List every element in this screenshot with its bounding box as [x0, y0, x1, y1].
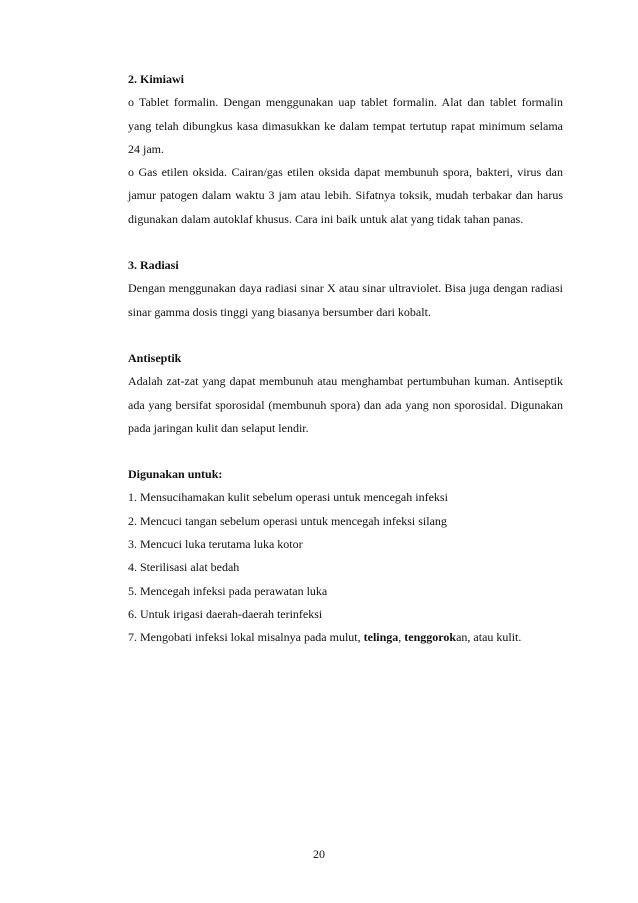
list-item: 2. Mencuci tangan sebelum operasi untuk mencegah infeksi silang: [128, 513, 447, 528]
uses-list: [128, 486, 563, 649]
list-item-text: 7. Mengobati infeksi lokal misalnya pada mulut,: [128, 630, 364, 645]
spacer: [128, 231, 563, 254]
list-item-text: an, atau kulit.: [456, 630, 522, 645]
list-item: 6. Untuk irigasi daerah-daerah terinfeksi: [128, 606, 323, 621]
section-heading-kimiawi: 2. Kimiawi: [128, 72, 184, 86]
list-item-text: ,: [398, 630, 405, 645]
list-item: 4. Sterilisasi alat bedah: [128, 560, 240, 575]
paragraph-radiasi: Dengan menggunakan daya radiasi sinar X atau sinar ultraviolet. Bisa juga dengan radiasi sinar gamma dosis tinggi yang biasanya bersumber dari kobalt.: [128, 281, 563, 319]
spacer: [128, 324, 563, 347]
list-item: [128, 626, 563, 649]
list-item: 3. Mencuci luka terutama luka kotor: [128, 537, 303, 552]
list-item: 5. Mencegah infeksi pada perawatan luka: [128, 583, 328, 598]
spacer: [128, 440, 563, 463]
list-item-bold-text: tenggorok: [404, 630, 457, 645]
section-heading-radiasi: 3. Radiasi: [128, 258, 179, 273]
paragraph-tablet-formalin: o Tablet formalin. Dengan menggunakan uap tablet formalin. Alat dan tablet formalin yang telah dibungkus kasa dimasukkan ke dalam tempat tertutup rapat minimum selama 24 jam.: [128, 95, 563, 156]
list-item: 1. Mensucihamakan kulit sebelum operasi untuk mencegah infeksi: [128, 490, 448, 505]
paragraph-antiseptik: Adalah zat-zat yang dapat membunuh atau menghambat pertumbuhan kuman. Antiseptik ada yang bersifat sporosidal (membunuh spora) dan ada yang non sporosidal. Digunakan pada jaringan kulit dan selaput lendir.: [128, 374, 563, 435]
document-page: [128, 68, 563, 650]
section-heading-antiseptik: Antiseptik: [128, 350, 182, 365]
section-heading-digunakan-untuk: Digunakan untuk:: [128, 467, 223, 482]
list-item-bold-text: telinga: [363, 630, 399, 645]
paragraph-gas-etilen-oksida: o Gas etilen oksida. Cairan/gas etilen oksida dapat membunuh spora, bakteri, virus dan jamur patogen dalam waktu 3 jam atau lebih. Sifatnya toksik, mudah terbakar dan harus digunakan dalam autoklaf khusus. Cara ini baik untuk alat yang tidak tahan panas.: [128, 165, 563, 226]
page-number: 20: [313, 847, 325, 861]
